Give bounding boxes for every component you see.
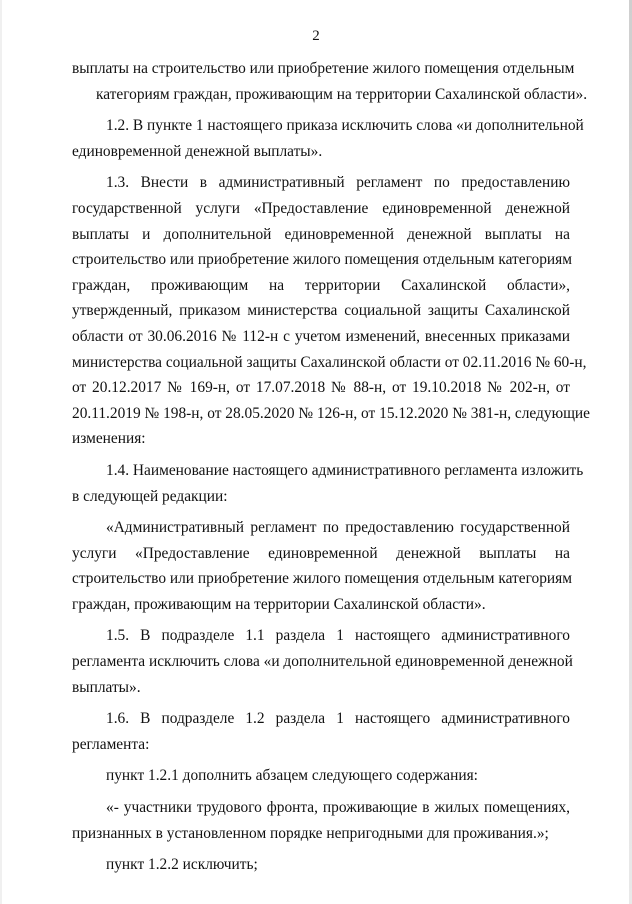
document-body (72, 56, 590, 884)
text-line: выплаты и дополнительной единовременной денежной выплаты на (72, 225, 570, 243)
text-line: от 20.12.2017 № 169-н, от 17.07.2018 № 88-н, от 19.10.2018 № 202-н, от (72, 379, 570, 397)
text-line: 1.5. В подразделе 1.1 раздела 1 настоящего административного (106, 627, 570, 645)
text-line: «- участники трудового фронта, проживающие в жилых помещениях, (106, 799, 570, 817)
text-line: категориям граждан, проживающим на территории Сахалинской области». (96, 85, 588, 103)
paragraph-1-6 (72, 706, 570, 757)
text-line: 1.2. В пункте 1 настоящего приказа исключить слова «и дополнительной (106, 117, 584, 135)
page-number: 2 (312, 28, 320, 44)
paragraph-1-3 (72, 170, 590, 452)
paragraph-item-1-2-2 (72, 852, 570, 878)
text-line: 20.11.2019 № 198-н, от 28.05.2020 № 126-н, от 15.12.2020 № 381-н, следующие (72, 404, 590, 422)
text-line: государственной услуги «Предоставление единовременной денежной (72, 199, 570, 217)
text-line: признанных в установленном порядке непригодными для проживания.»; (72, 824, 549, 842)
text-line: области от 30.06.2016 № 112-н с учетом изменений, внесенных приказами (72, 327, 570, 345)
text-line: услуги «Предоставление единовременной денежной выплаты на (72, 544, 570, 562)
text-line: регламента исключить слова «и дополнительной единовременной денежной (72, 653, 573, 671)
text-line: регламента: (72, 735, 150, 753)
text-line: единовременной денежной выплаты». (72, 142, 323, 160)
text-line: утвержденный, приказом министерства социальной защиты Сахалинской (72, 302, 570, 320)
paragraph-1-5 (72, 623, 573, 700)
text-line: министерства социальной защиты Сахалинской области от 02.11.2016 № 60-н, (72, 353, 587, 371)
paragraph-continuation (72, 56, 588, 107)
text-line: «Административный регламент по предоставлению государственной (106, 519, 570, 537)
text-line: пункт 1.2.2 исключить; (106, 856, 258, 874)
paragraph-1-2 (72, 113, 584, 164)
paragraph-quoted-addition (72, 795, 570, 846)
text-line: 1.3. Внести в административный регламент по предоставлению (106, 174, 570, 192)
paragraph-1-4 (72, 458, 584, 509)
text-line: 1.6. В подразделе 1.2 раздела 1 настоящего административного (106, 710, 570, 728)
text-line: выплаты». (72, 678, 141, 696)
text-line: выплаты на строительство или приобретение жилого помещения отдельным (72, 60, 575, 77)
text-line: пункт 1.2.1 дополнить абзацем следующего содержания: (106, 767, 478, 785)
paragraph-quoted-title (72, 515, 570, 617)
text-line: изменения: (72, 430, 146, 448)
text-line: граждан, проживающим на территории Сахалинской области». (72, 595, 486, 613)
text-line: строительство или приобретение жилого помещения отдельным категориям (72, 570, 572, 588)
text-line: в следующей редакции: (72, 487, 228, 505)
scan-edge-left (0, 0, 2, 904)
paragraph-item-1-2-1 (72, 763, 570, 789)
text-line: строительство или приобретение жилого помещения отдельным категориям (72, 251, 572, 269)
text-line: 1.4. Наименование настоящего административного регламента изложить (106, 461, 584, 479)
text-line: граждан, проживающим на территории Сахалинской области», (72, 276, 570, 294)
